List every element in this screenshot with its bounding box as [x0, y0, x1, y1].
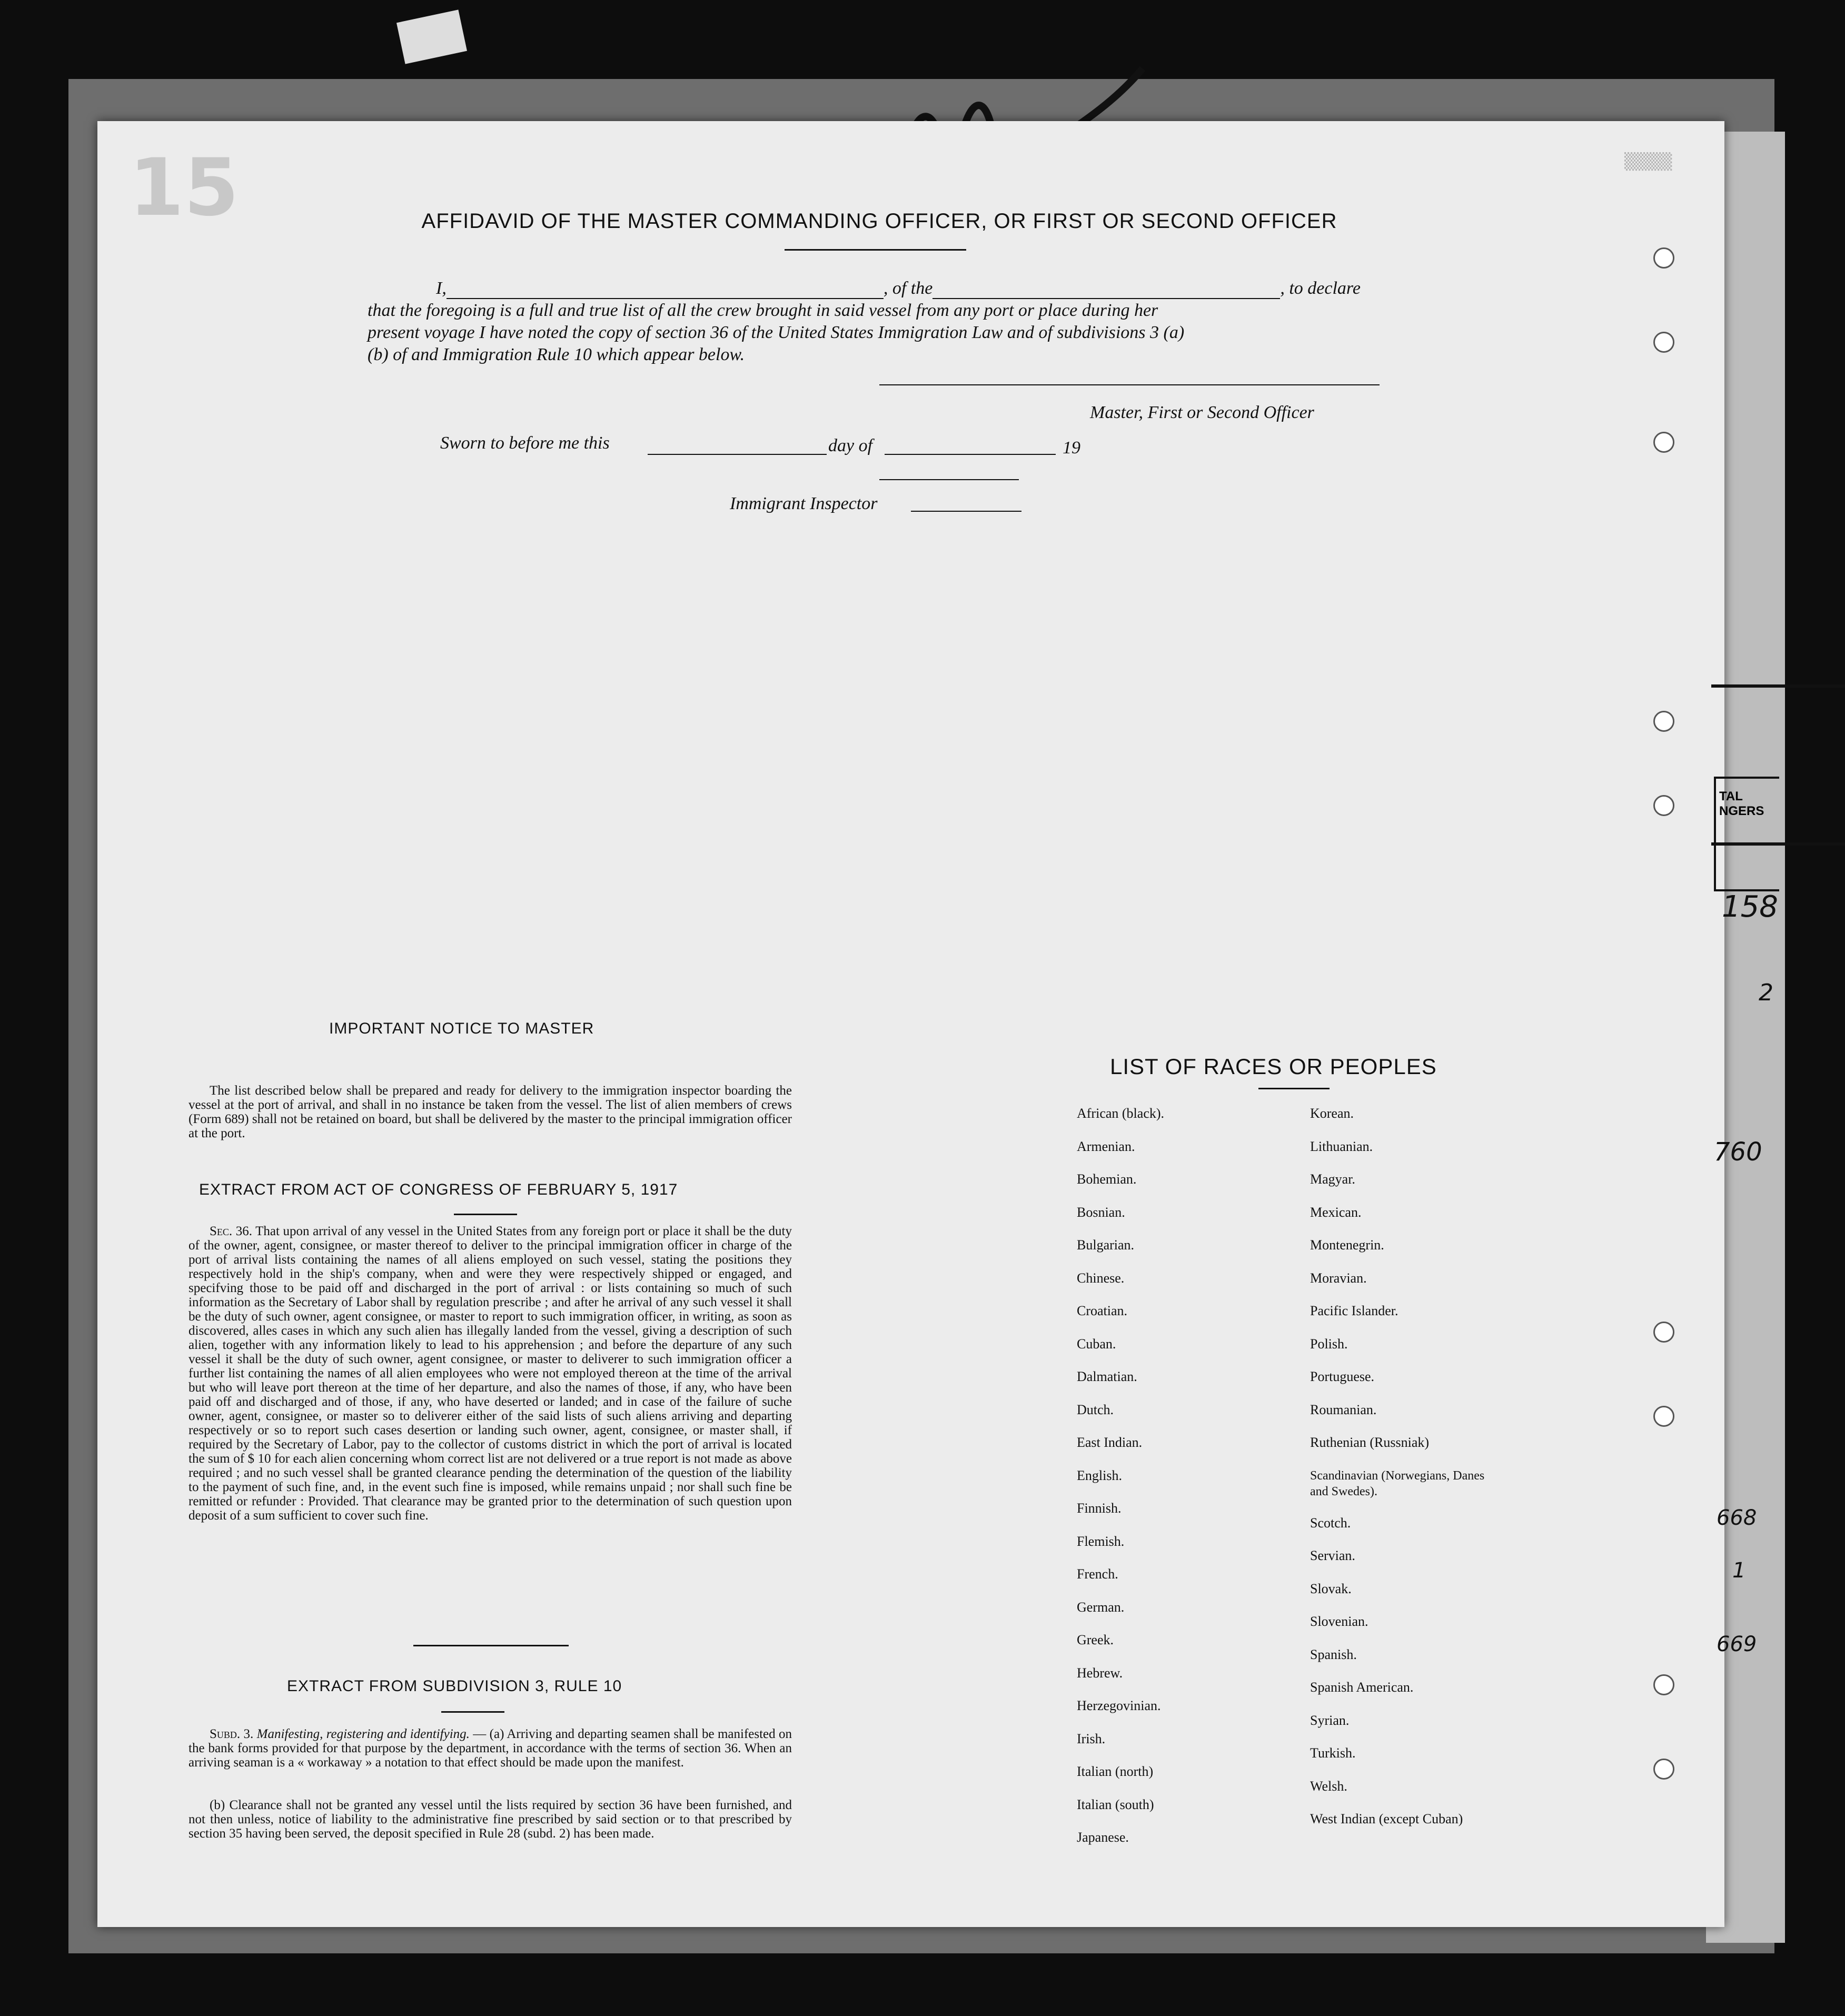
vessel-blank[interactable] — [933, 282, 1280, 299]
punch-hole — [1653, 1406, 1674, 1427]
race-item: Spanish. — [1310, 1646, 1357, 1662]
inspector-label: Immigrant Inspector — [730, 494, 878, 513]
race-item: Chinese. — [1077, 1270, 1125, 1286]
important-notice-text: The list described below shall be prepared and ready for delivery to the immigration inspector boarding the vessel at the port of arrival, and shall in no instance be taken from the vessel. The list of alien members of crews (Form 689) shall not be retained on board, but shall be delivered by the master to the principal immigration officer at the port. — [189, 1084, 792, 1140]
total-passengers-label: TAL NGERS — [1719, 789, 1764, 818]
races-heading-rule — [1258, 1088, 1330, 1089]
act-end-rule — [413, 1645, 569, 1646]
race-item: Spanish American. — [1310, 1680, 1414, 1695]
race-item: Magyar. — [1310, 1171, 1355, 1187]
margin-number-1: 1 — [1732, 1558, 1746, 1583]
signature-label: Master, First or Second Officer — [1090, 403, 1314, 422]
sworn-year: 19 — [1063, 438, 1080, 458]
races-heading: LIST OF RACES OR PEOPLES — [1110, 1054, 1437, 1079]
race-item: Flemish. — [1077, 1533, 1125, 1549]
margin-number-669: 669 — [1717, 1632, 1757, 1656]
rule-extract-heading: EXTRACT FROM SUBDIVISION 3, RULE 10 — [287, 1677, 622, 1695]
race-item: French. — [1077, 1566, 1118, 1582]
race-item: Slovenian. — [1310, 1614, 1368, 1629]
race-item: Hebrew. — [1077, 1665, 1123, 1681]
rule-extract-text-b: (b) Clearance shall not be granted any vessel until the lists required by section 36 have been furnished, and not then unless, notice of liability to the administrative fine prescribed by said section or to that prescribed by section 35 having been served, the deposit specified in Rule 28 (subd. 2) has been made. — [189, 1798, 792, 1841]
race-item: Irish. — [1077, 1731, 1106, 1746]
act-extract-heading: EXTRACT FROM ACT OF CONGRESS OF FEBRUARY 5, 1917 — [199, 1181, 678, 1198]
sworn-prefix: Sworn to before me this — [440, 433, 610, 453]
race-item: Mexican. — [1310, 1204, 1362, 1220]
margin-number-158: 158 — [1722, 890, 1778, 924]
race-item: German. — [1077, 1599, 1125, 1615]
title-rule — [785, 249, 966, 251]
act-extract-text: Sec. 36. That upon arrival of any vessel in the United States from any foreign port or place it shall be the duty of the owner, agent, consignee, or master thereof to deliver to the principal immigration officer in charge of the port of arrival lists containing the names of all aliens employed on such vessel, stating the positions they respectively hold in the ship's company, when and were they were respectively shipped or engaged, and specifving those to be paid off and discharged in the port of arrival : or lists containing so much of such information as the Secretary of Labor shall by regulation prescribe ; and after he arrival of any such vessel it shall be the duty of such owner, agent consignee, or master to report to such immigration officer, in writing, as soon as discovered, alles cases in which any such alien has illegally landed from the vessel, giving a description of such alien, together with any information likely to lead to his apprehension ; and before the departure of any such vessel it shall be the duty of such owner, agent consignee, or master to deliverer to such immigration officer a further list containing the names of all alien employees who were not employed thereon at the time of the arrival but who will leave port thereon at the time of her departure, and also the names of those, if any, who have been paid off and discharged and of those, if any, who have deserted or landed; and in case of the failure of suche owner, agent, consignee, or master so to deliverer either of the said lists of such aliens arriving and departing respectively or so to report such cases desertion or landing such owner, agent, consignee, or master shall, if required by the Secretary of Labor, pay to the collector of customs district in which the port of arrival is located the sum of $ 10 for each alien concerning whom correct list are not delivered or a true report is not made as above required ; and no such vessel shall be granted clearance pending the determination of the question of the liability to the payment of such fine, and, in the event such fine is imposed, while remains unpaid ; nor shall such fine be remitted or refunder : Provided. That clearance may be granted prior to the determination of such question upon deposit of a sum sufficient to cover such fine. — [189, 1224, 792, 1523]
race-item: Italian (south) — [1077, 1796, 1154, 1812]
declaration-line-2: that the foregoing is a full and true list of all the crew brought in said vessel from any port or place during her — [368, 301, 1158, 320]
race-item: Lithuanian. — [1310, 1138, 1373, 1154]
race-item: Scandinavian (Norwegians, Danes and Swedes). — [1310, 1468, 1485, 1498]
affidavit-title: AFFIDAVID OF THE MASTER COMMANDING OFFICER, OR FIRST OR SECOND OFFICER — [421, 210, 1337, 233]
sworn-extra-line — [879, 479, 1019, 480]
punch-hole — [1653, 1759, 1674, 1780]
race-item: Greek. — [1077, 1632, 1114, 1647]
race-item: Bohemian. — [1077, 1171, 1137, 1187]
race-item: Moravian. — [1310, 1270, 1367, 1286]
race-item: Japanese. — [1077, 1830, 1129, 1845]
important-notice-heading: IMPORTANT NOTICE TO MASTER — [329, 1020, 594, 1037]
race-item: Herzegovinian. — [1077, 1698, 1161, 1713]
total-passengers-box — [1714, 777, 1779, 891]
race-item: Korean. — [1310, 1106, 1354, 1121]
punch-hole — [1653, 711, 1674, 732]
race-item: African (black). — [1077, 1106, 1165, 1121]
race-item: Scotch. — [1310, 1515, 1351, 1531]
race-item: Slovak. — [1310, 1581, 1352, 1596]
signature-line[interactable] — [879, 384, 1380, 385]
race-item: Polish. — [1310, 1336, 1348, 1352]
inspector-blank[interactable] — [911, 511, 1021, 512]
bleed-through-text: ▒▒▒▒▒ — [1624, 153, 1672, 171]
punch-hole — [1653, 432, 1674, 453]
race-item: Cuban. — [1077, 1336, 1116, 1352]
race-item: Dutch. — [1077, 1402, 1114, 1417]
race-item: Bosnian. — [1077, 1204, 1125, 1220]
declaration-line-3: present voyage I have noted the copy of section 36 of the United States Immigration Law and of subdivisions 3 (a) — [368, 323, 1185, 342]
race-item: Bulgarian. — [1077, 1237, 1135, 1253]
race-item: Pacific Islander. — [1310, 1303, 1398, 1318]
margin-number-760: 760 — [1714, 1137, 1762, 1167]
race-item: Dalmatian. — [1077, 1369, 1137, 1384]
race-item: Italian (north) — [1077, 1764, 1154, 1779]
race-item: Welsh. — [1310, 1778, 1347, 1794]
margin-number-668: 668 — [1717, 1506, 1757, 1530]
race-item: Portuguese. — [1310, 1369, 1375, 1384]
race-item: Turkish. — [1310, 1745, 1356, 1761]
declaration-line-4: (b) of and Immigration Rule 10 which appear below. — [368, 345, 745, 364]
race-item: East Indian. — [1077, 1435, 1143, 1450]
margin-rule — [1711, 842, 1845, 846]
margin-rule — [1711, 684, 1845, 688]
sworn-day-label: day of — [828, 436, 873, 455]
race-item: Montenegrin. — [1310, 1237, 1384, 1253]
race-item: Syrian. — [1310, 1712, 1350, 1728]
stamp-number: 15 — [129, 142, 239, 234]
punch-hole — [1653, 1322, 1674, 1343]
race-item: Finnish. — [1077, 1501, 1122, 1516]
margin-number-2: 2 — [1759, 979, 1773, 1006]
declaration-line-1: I, , of the , to declare — [436, 279, 1361, 298]
act-heading-rule — [454, 1214, 517, 1215]
race-item: Servian. — [1310, 1548, 1355, 1563]
rule-heading-rule — [441, 1711, 504, 1713]
race-item: Ruthenian (Russniak) — [1310, 1435, 1430, 1450]
race-item: West Indian (except Cuban) — [1310, 1811, 1463, 1826]
punch-hole — [1653, 795, 1674, 816]
sworn-day-blank[interactable] — [648, 454, 827, 455]
race-item: Armenian. — [1077, 1138, 1135, 1154]
punch-hole — [1653, 332, 1674, 353]
name-blank[interactable] — [447, 282, 884, 299]
punch-hole — [1653, 247, 1674, 269]
rule-extract-text-a: Subd. 3. Manifesting, registering and identifying. — (a) Arriving and departing seamen shall be manifested on the bank forms provided for that purpose by the department, in accordance with the terms of section 36. When an arriving seaman is a « workaway » a notation to that effect should be made upon the manifest. — [189, 1727, 792, 1770]
race-item: Croatian. — [1077, 1303, 1128, 1318]
race-item: English. — [1077, 1467, 1122, 1483]
punch-hole — [1653, 1674, 1674, 1695]
race-item: Roumanian. — [1310, 1402, 1377, 1417]
sworn-month-blank[interactable] — [885, 454, 1056, 455]
torn-label-scrap — [396, 9, 467, 64]
